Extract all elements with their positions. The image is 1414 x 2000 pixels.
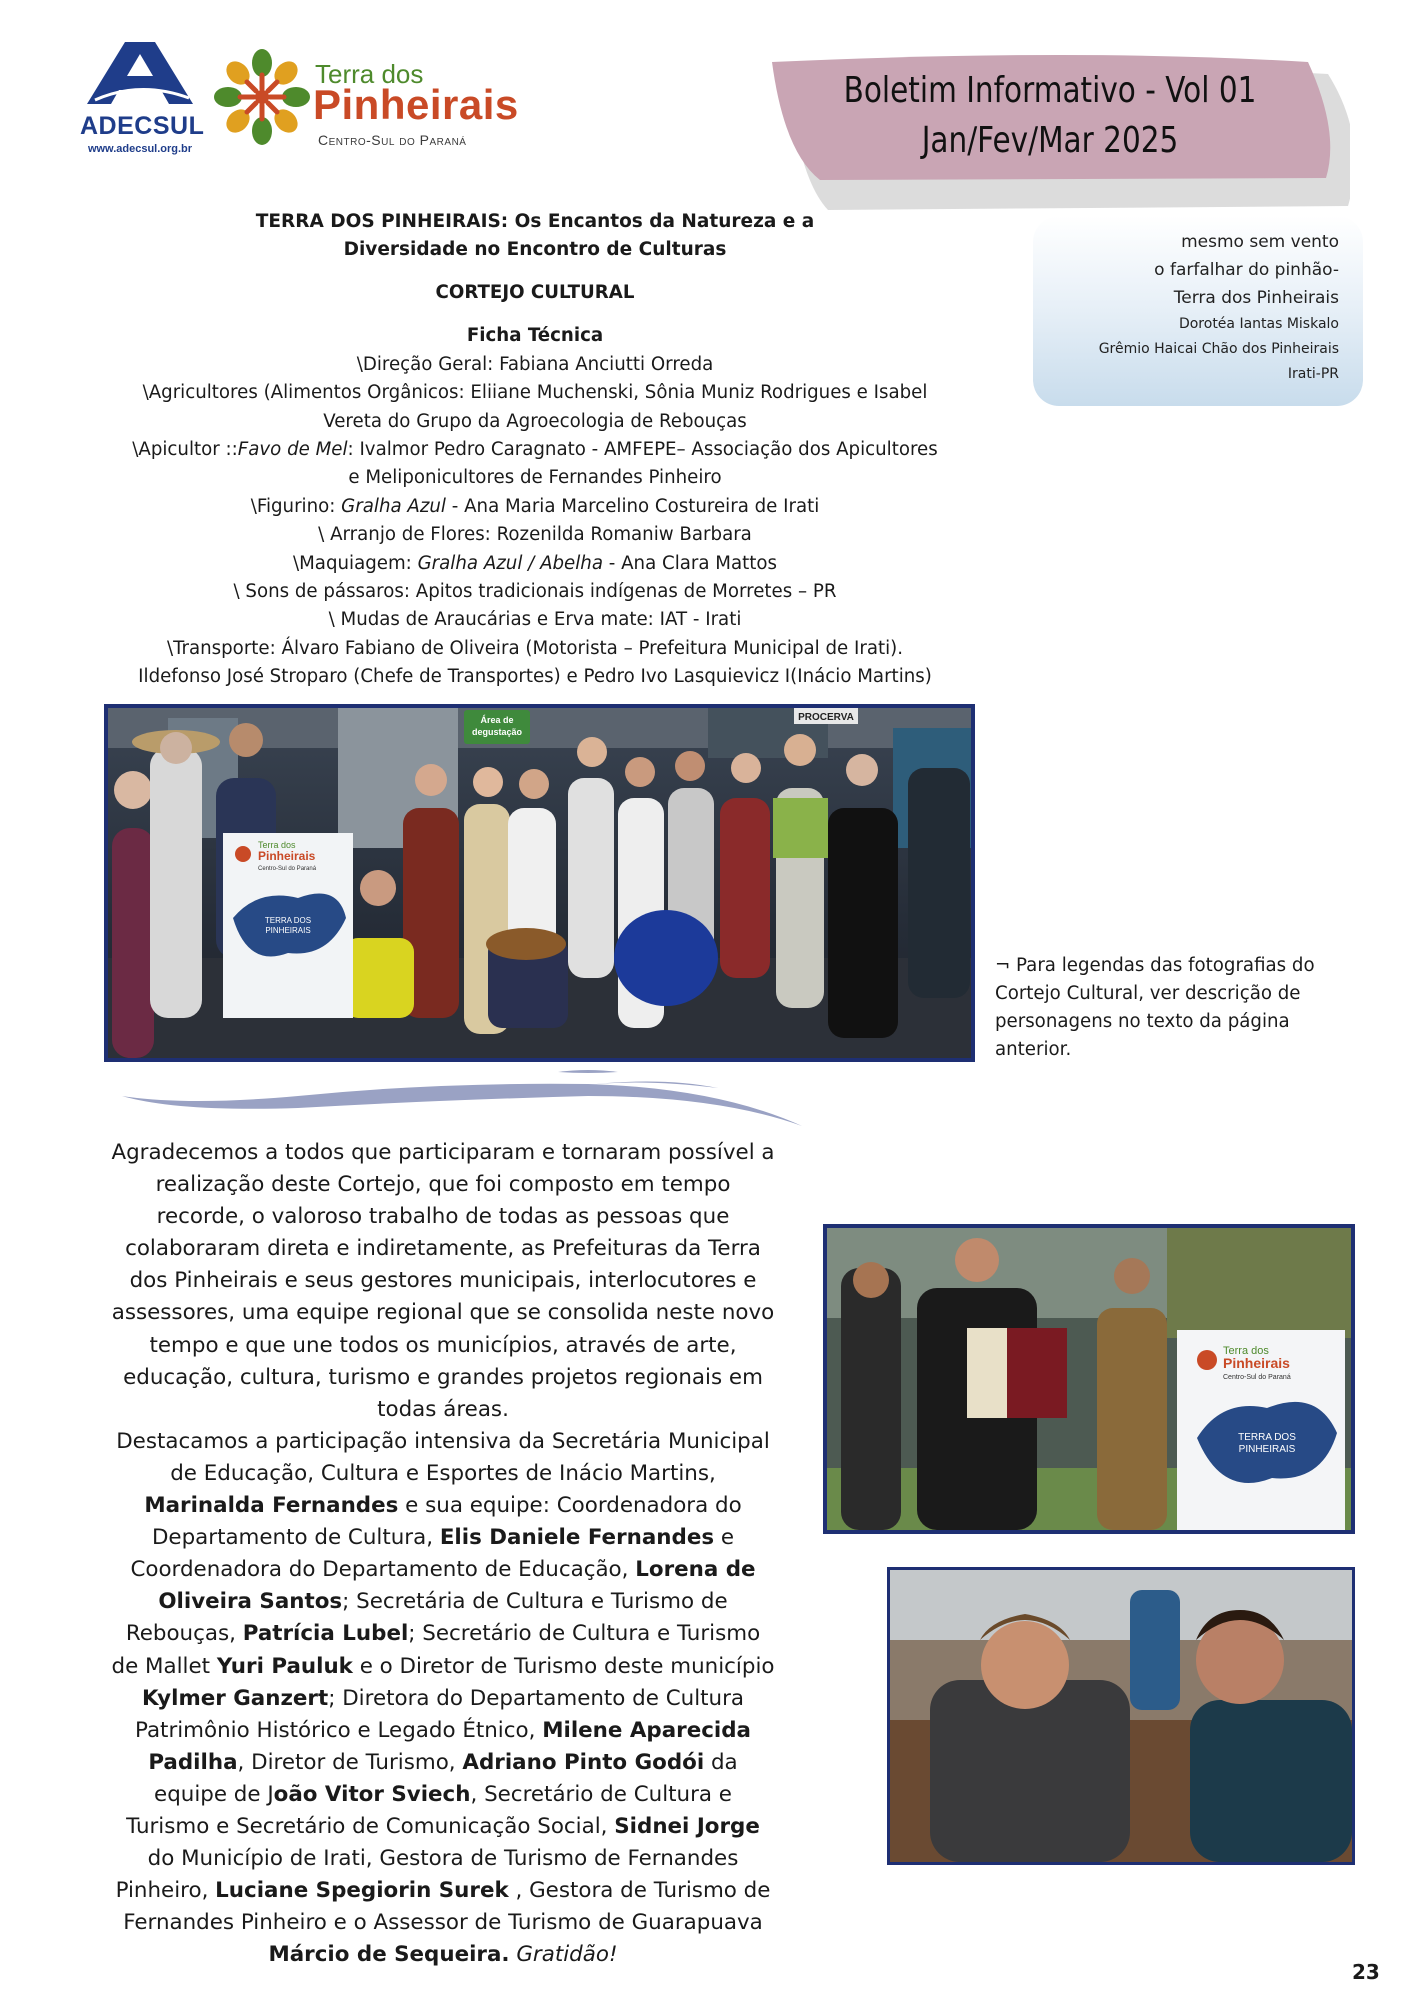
haicai-box xyxy=(1033,216,1363,406)
svg-text:Pinheirais: Pinheirais xyxy=(258,849,316,863)
cortejo-group-photo xyxy=(104,704,975,1062)
costumed-visitors-photo xyxy=(887,1567,1355,1865)
poem-place: Irati-PR xyxy=(1287,366,1339,382)
poem-line: o farfalhar do pinhão- xyxy=(1154,260,1339,280)
ficha-line: \Maquiagem: Gralha Azul / Abelha - Ana Clara Mattos xyxy=(292,552,778,574)
svg-text:TERRA DOS: TERRA DOS xyxy=(264,916,312,925)
article-title-line2: Diversidade no Encontro de Culturas xyxy=(343,239,727,260)
photo-caption-note: ¬ Para legendas das fotografias do Cortejo Cultural, ver descrição de personagens no texto da página anterior. xyxy=(995,955,1315,1060)
photo-sign-text: degustação xyxy=(471,727,523,737)
photo-sign-text: Área de xyxy=(480,715,514,725)
banner-date: Jan/Fev/Mar 2025 xyxy=(921,120,1179,161)
photo-sign-text: PROCERVA xyxy=(798,712,854,723)
article-title-line1: TERRA DOS PINHEIRAIS: Os Encantos da Natureza e a xyxy=(255,211,815,232)
adecsul-a-icon xyxy=(85,40,195,110)
ficha-line: \Transporte: Álvaro Fabiano de Oliveira (Motorista – Prefeitura Municipal de Irati). xyxy=(166,637,904,659)
terra-logo-line2: Pinheirais xyxy=(313,81,519,128)
svg-text:Pinheirais: Pinheirais xyxy=(1223,1355,1290,1371)
svg-text:Terra dos: Terra dos xyxy=(1223,1345,1269,1357)
poem-author: Dorotéa Iantas Miskalo xyxy=(1178,316,1339,332)
acknowledgement-paragraph: Agradecemos a todos que participaram e tornaram possível a realização deste Cortejo, que foi composto em tempo recorde, o valoroso trabalho de todas as pessoas que colaboraram direta e indiretamente, as Prefeituras da Terra dos Pinheirais e seus gestores municipais, interlocutores e assessores, uma equipe regional que se consolida neste novo tempo e que une todos os municípios, através de arte, educação, cultura, turismo e grandes projetos regionais em todas áreas. xyxy=(111,1140,775,1422)
ficha-line: \Figurino: Gralha Azul - Ana Maria Marcelino Costureira de Irati xyxy=(250,495,820,517)
accordion-photo xyxy=(823,1224,1355,1534)
svg-text:PINHEIRAIS: PINHEIRAIS xyxy=(1238,1444,1296,1455)
ficha-line: \Agricultores (Alimentos Orgânicos: Eliiane Muchenski, Sônia Muniz Rodrigues e Isabel xyxy=(142,382,928,404)
bulletin-banner xyxy=(760,52,1350,212)
svg-text:Terra dos: Terra dos xyxy=(258,840,296,850)
ficha-tecnica-section xyxy=(100,208,970,692)
terra-flower-icon xyxy=(210,45,314,149)
adecsul-url: www.adecsul.org.br xyxy=(87,143,193,155)
svg-text:Centro-Sul do Paraná: Centro-Sul do Paraná xyxy=(258,866,317,872)
page-number: 23 xyxy=(1352,1960,1380,1984)
adecsul-name: ADECSUL xyxy=(80,112,205,140)
svg-text:TERRA DOS: TERRA DOS xyxy=(1238,1432,1296,1443)
poem-line: Terra dos Pinheirais xyxy=(1173,288,1339,308)
ficha-line: \ Sons de pássaros: Apitos tradicionais indígenas de Morretes – PR xyxy=(233,581,837,603)
ficha-line: e Meliponicultores de Fernandes Pinheiro xyxy=(348,467,722,489)
ficha-line: \Apicultor ::Favo de Mel: Ivalmor Pedro Caragnato - AMFEPE– Associação dos Apicultores xyxy=(132,439,938,461)
svg-text:PINHEIRAIS: PINHEIRAIS xyxy=(265,926,311,935)
ficha-heading: Ficha Técnica xyxy=(466,325,604,347)
ficha-line: Vereta do Grupo da Agroecologia de Rebouças xyxy=(323,410,747,432)
acknowledgement-text xyxy=(110,1137,776,1971)
ficha-line: Ildefonso José Stroparo (Chefe de Transportes) e Pedro Ivo Lasquievicz I(Inácio Martins) xyxy=(138,666,932,688)
participants-paragraph: Destacamos a participação intensiva da Secretária Municipal de Educação, Cultura e Esportes de Inácio Martins, Marinalda Fernandes e sua equipe: Coordenadora do Departamento de Cultura, Elis Daniele Fernandes e Coordenadora do Departamento de Educação, Lorena de Oliveira Santos; Secretária de Cultura e Turismo de Rebouças, Patrícia Lubel; Secretário de Cultura e Turismo de Mallet Yuri Pauluk e o Diretor de Turismo deste município Kylmer Ganzert; Diretora do Departamento de Cultura Patrimônio Histórico e Legado Étnico, Milene Aparecida Padilha, Diretor de Turismo, Adriano Pinto Godói da equipe de João Vitor Sviech, Secretário de Cultura e Turismo e Secretário de Comunicação Social, Sidnei Jorge do Município de Irati, Gestora de Turismo de Fernandes Pinheiro, Luciane Spegiorin Surek , Gestora de Turismo de Fernandes Pinheiro e o Assessor de Turismo de Guarapuava Márcio de Sequeira. Gratidão! xyxy=(111,1428,775,1968)
ficha-line: \ Arranjo de Flores: Rozenilda Romaniw Barbara xyxy=(318,524,752,546)
terra-logo-line1: Terra dos xyxy=(315,59,424,89)
poem-group: Grêmio Haicai Chão dos Pinheirais xyxy=(1098,341,1339,357)
ficha-line: \Direção Geral: Fabiana Anciutti Orreda xyxy=(356,353,714,375)
decorative-swoosh xyxy=(118,1066,808,1138)
ficha-line: \ Mudas de Araucárias e Erva mate: IAT - Irati xyxy=(328,609,742,631)
terra-pinheirais-logo xyxy=(210,45,530,155)
svg-text:Centro-Sul do Paraná: Centro-Sul do Paraná xyxy=(1223,1374,1291,1381)
article-subtitle: CORTEJO CULTURAL xyxy=(435,282,635,303)
banner-title: Boletim Informativo - Vol 01 xyxy=(843,70,1257,111)
adecsul-logo xyxy=(80,40,205,160)
poem-line: mesmo sem vento xyxy=(1181,232,1339,252)
terra-logo-line3: Centro-Sul do Paraná xyxy=(318,132,467,148)
